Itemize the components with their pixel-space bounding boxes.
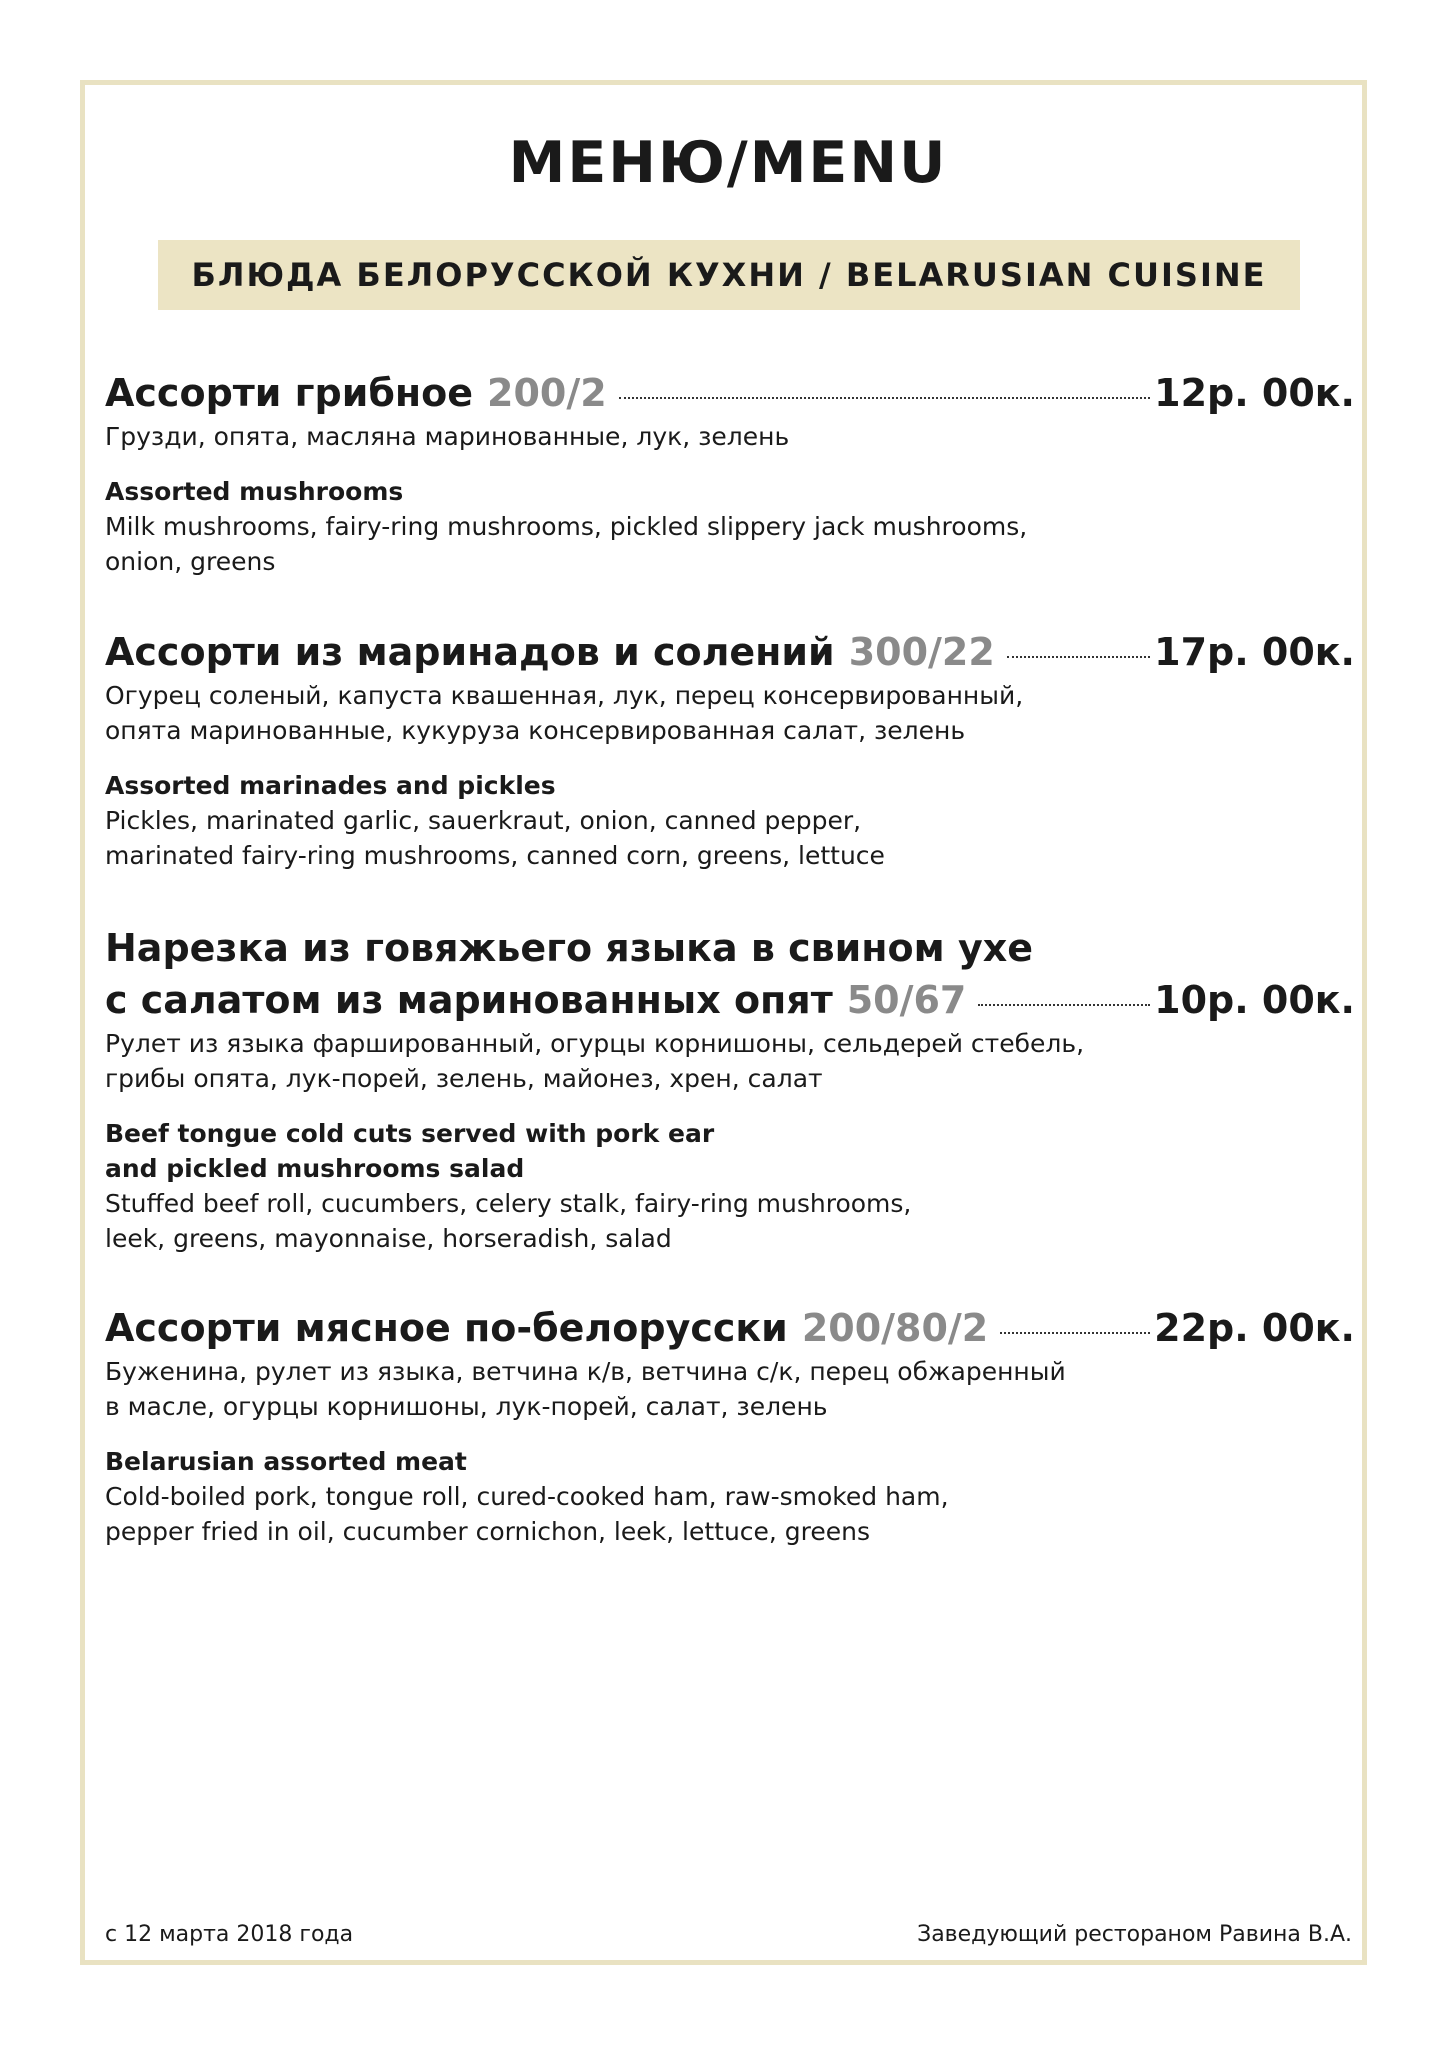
dish-weight: 200/2: [487, 371, 607, 415]
menu-item: [105, 922, 1355, 1256]
dot-leader: [1000, 1332, 1150, 1334]
dish-line: [105, 922, 1355, 974]
dish-name: с салатом из маринованных опят: [105, 978, 833, 1022]
dot-leader: [978, 1004, 1150, 1006]
dish-price: 17р. 00к.: [1154, 630, 1355, 674]
dish-description-ru: Грузди, опята, масляна маринованные, лук, зелень: [105, 422, 790, 451]
dot-leader: [1007, 656, 1150, 658]
dish-name-en: Assorted marinades and pickles: [105, 771, 556, 800]
dish-line: [105, 974, 1355, 1026]
section-header: БЛЮДА БЕЛОРУССКОЙ КУХНИ / BELARUSIAN CUISINE: [158, 240, 1300, 310]
dish-description-ru: грибы опята, лук-порей, зелень, майонез, хрен, салат: [105, 1064, 823, 1093]
dish-description-en: Stuffed beef roll, cucumbers, celery stalk, fairy-ring mushrooms,: [105, 1189, 912, 1218]
dot-leader: [619, 397, 1151, 399]
dish-name-line1: Нарезка из говяжьего языка в свином ухе: [105, 926, 1033, 970]
dish-line: [105, 626, 1355, 678]
dish-description-en: marinated fairy-ring mushrooms, canned corn, greens, lettuce: [105, 841, 885, 870]
dish-price: 12р. 00к.: [1154, 371, 1355, 415]
dish-line: [105, 1302, 1355, 1354]
dish-name-en: Belarusian assorted meat: [105, 1447, 467, 1476]
dish-description-en: leek, greens, mayonnaise, horseradish, salad: [105, 1224, 672, 1253]
effective-date: с 12 марта 2018 года: [105, 1922, 354, 1947]
dish-price: 10р. 00к.: [1154, 978, 1355, 1022]
dish-name-en: Assorted mushrooms: [105, 477, 404, 506]
dish-name: Ассорти мясное по-белорусски: [105, 1306, 788, 1350]
dish-description-en: pepper fried in oil, cucumber cornichon, leek, lettuce, greens: [105, 1517, 871, 1546]
dish-name-en: and pickled mushrooms salad: [105, 1154, 525, 1183]
dish-name: Ассорти из маринадов и солений: [105, 630, 835, 674]
dish-description-ru: Буженина, рулет из языка, ветчина к/в, ветчина с/к, перец обжаренный: [105, 1357, 1066, 1386]
dish-description-en: onion, greens: [105, 547, 276, 576]
dish-description-en: Cold-boiled pork, tongue roll, cured-cooked ham, raw-smoked ham,: [105, 1482, 949, 1511]
dish-description-ru: Рулет из языка фаршированный, огурцы корнишоны, сельдерей стебель,: [105, 1029, 1085, 1058]
dish-description-ru: в масле, огурцы корнишоны, лук-порей, салат, зелень: [105, 1392, 828, 1421]
menu-item: [105, 1302, 1355, 1549]
dish-line: [105, 367, 1355, 419]
dish-name-en: Beef tongue cold cuts served with pork ear: [105, 1119, 715, 1148]
dish-name: Ассорти грибное: [105, 371, 473, 415]
dish-description-en: Milk mushrooms, fairy-ring mushrooms, pickled slippery jack mushrooms,: [105, 512, 1028, 541]
menu-title: МЕНЮ/MENU: [508, 130, 948, 196]
dish-weight: 300/22: [848, 630, 995, 674]
dish-description-ru: опята маринованные, кукуруза консервированная салат, зелень: [105, 716, 966, 745]
dish-description-en: Pickles, marinated garlic, sauerkraut, onion, canned pepper,: [105, 806, 862, 835]
dish-weight: 200/80/2: [801, 1306, 989, 1350]
dish-description-ru: Огурец соленый, капуста квашенная, лук, перец консервированный,: [105, 681, 1024, 710]
manager-signature-line: Заведующий рестораном Равина В.А.: [917, 1922, 1352, 1947]
menu-item: [105, 367, 1355, 579]
dish-weight: 50/67: [846, 978, 967, 1022]
dish-price: 22р. 00к.: [1154, 1306, 1355, 1350]
menu-item: [105, 626, 1355, 873]
